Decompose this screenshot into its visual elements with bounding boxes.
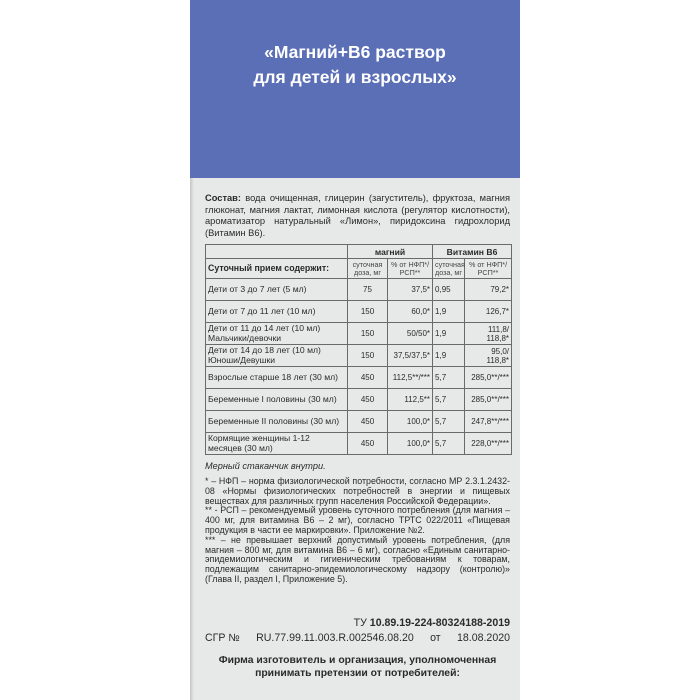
magnesium-dose: 150	[348, 345, 388, 367]
table-row	[206, 345, 512, 367]
certificate-number: RU.77.99.11.003.R.002546.08.20	[256, 631, 414, 644]
product-title-line-2: для детей и взрослых»	[253, 67, 457, 87]
product-title-line-1: «Магний+В6 раствор	[264, 42, 446, 62]
certificate-label: СГР №	[205, 631, 240, 644]
group-label: Дети от 14 до 18 лет (10 мл) Юноши/Девушки	[206, 345, 348, 367]
magnesium-dose: 450	[348, 367, 388, 389]
nutrition-table	[205, 244, 512, 455]
table-corner-cell	[206, 245, 348, 259]
footnote-upper-limit: *** – не превышает верхний допустимый уровень потребления, (для магния – 800 мг, для витамина В6 – 6 мг), согласно «Единым санитарно-эпидемиологическим и гигиеническим требованиям к товарам, подлежащим санитарно-эпидемиологическому надзору (контролю)» (Глава II, раздел I, Приложение 5).	[205, 534, 510, 584]
table-row	[206, 323, 512, 345]
vitamin-b6-dose: 1,9	[433, 323, 465, 345]
vitamin-b6-pct: 111,8/ 118,8*	[465, 323, 512, 345]
magnesium-pct: 112,5**/***	[388, 367, 433, 389]
group-label: Беременные II половины (30 мл)	[206, 411, 348, 433]
registration-certificate	[205, 632, 510, 644]
table-row	[206, 367, 512, 389]
magnesium-dose: 75	[348, 279, 388, 301]
magnesium-dose: 150	[348, 301, 388, 323]
spec-number: 10.89.19-224-80324188-2019	[369, 616, 510, 629]
vitamin-b6-dose: 0,95	[433, 279, 465, 301]
magnesium-dose: 450	[348, 411, 388, 433]
table-row	[206, 389, 512, 411]
magnesium-pct: 50/50*	[388, 323, 433, 345]
group-label: Взрослые старше 18 лет (30 мл)	[206, 367, 348, 389]
magnesium-group-header: магний	[348, 245, 433, 259]
table-row	[206, 301, 512, 323]
magnesium-dose-header: суточная доза, мг	[348, 259, 388, 279]
vitamin-b6-dose: 5,7	[433, 433, 465, 455]
table-row	[206, 279, 512, 301]
vitamin-b6-group-header: Витамин В6	[433, 245, 512, 259]
table-row	[206, 433, 512, 455]
vitamin-b6-dose: 5,7	[433, 389, 465, 411]
magnesium-pct-header: % от НФП*/ РСП**	[388, 259, 433, 279]
table-row	[206, 411, 512, 433]
vitamin-b6-pct: 247,8**/***	[465, 411, 512, 433]
spec-prefix: ТУ	[353, 616, 370, 629]
table-group-header-row	[206, 245, 512, 259]
vitamin-b6-dose-header: суточная доза, мг	[433, 259, 465, 279]
manufacturer-line-1: Фирма изготовитель и организация, уполномоченная	[218, 654, 497, 666]
title-banner	[190, 0, 520, 178]
table-subheader-row	[206, 259, 512, 279]
footnote-rsp: ** - РСП – рекомендуемый уровень суточного потребления (для магния – 400 мг, для витамина В6 – 2 мг), согласно ТРТС 022/2011 «Пищевая продукция в части ее маркировки». Приложение №2.	[205, 505, 510, 535]
vitamin-b6-dose: 5,7	[433, 367, 465, 389]
composition-text	[205, 193, 510, 239]
vitamin-b6-pct: 95,0/ 118,8*	[465, 345, 512, 367]
footnote-nfp: * – НФП – норма физиологической потребности, согласно МР 2.3.1.2432-08 «Нормы физиологических потребностей в энергии и пищевых веществах для различных групп населения Российской Федерации».	[205, 476, 510, 506]
group-label: Беременные I половины (30 мл)	[206, 389, 348, 411]
vitamin-b6-pct: 285,0**/***	[465, 389, 512, 411]
vitamin-b6-dose: 5,7	[433, 411, 465, 433]
certificate-date-label: от	[430, 631, 441, 644]
group-label: Дети от 3 до 7 лет (5 мл)	[206, 279, 348, 301]
manufacturer-heading	[205, 654, 510, 681]
vitamin-b6-pct: 126,7*	[465, 301, 512, 323]
vitamin-b6-pct-header: % от НФП*/ РСП**	[465, 259, 512, 279]
magnesium-pct: 37,5/37,5*	[388, 345, 433, 367]
magnesium-pct: 37,5*	[388, 279, 433, 301]
product-label-panel	[190, 0, 520, 700]
group-label: Дети от 11 до 14 лет (10 мл) Мальчики/девочки	[206, 323, 348, 345]
magnesium-pct: 112,5**	[388, 389, 433, 411]
label-content	[205, 193, 510, 681]
magnesium-pct: 100,0*	[388, 411, 433, 433]
vitamin-b6-pct: 228,0**/***	[465, 433, 512, 455]
vitamin-b6-pct: 79,2*	[465, 279, 512, 301]
measuring-cup-note: Мерный стаканчик внутри.	[205, 461, 326, 471]
certificate-date: 18.08.2020	[456, 631, 510, 644]
composition-label: Состав:	[205, 193, 241, 203]
magnesium-dose: 450	[348, 433, 388, 455]
composition-ingredients: вода очищенная, глицерин (загуститель), фруктоза, магния глюконат, магния лактат, лимонная кислота (регулятор кислотности), ароматизатор натуральный «Лимон», пиридоксина гидрохлорид (Витамин В6).	[205, 193, 510, 238]
magnesium-dose: 150	[348, 323, 388, 345]
group-label: Кормящие женщины 1-12 месяцев (30 мл)	[206, 433, 348, 455]
manufacturer-line-2: принимать претензии от потребителей:	[255, 668, 460, 680]
magnesium-pct: 60,0*	[388, 301, 433, 323]
group-label: Дети от 7 до 11 лет (10 мл)	[206, 301, 348, 323]
daily-intake-header: Суточный прием содержит:	[206, 259, 348, 279]
vitamin-b6-dose: 1,9	[433, 301, 465, 323]
magnesium-dose: 450	[348, 389, 388, 411]
product-title	[190, 40, 520, 90]
vitamin-b6-pct: 285,0**/***	[465, 367, 512, 389]
technical-spec	[205, 617, 510, 629]
vitamin-b6-dose: 1,9	[433, 345, 465, 367]
magnesium-pct: 100,0*	[388, 433, 433, 455]
